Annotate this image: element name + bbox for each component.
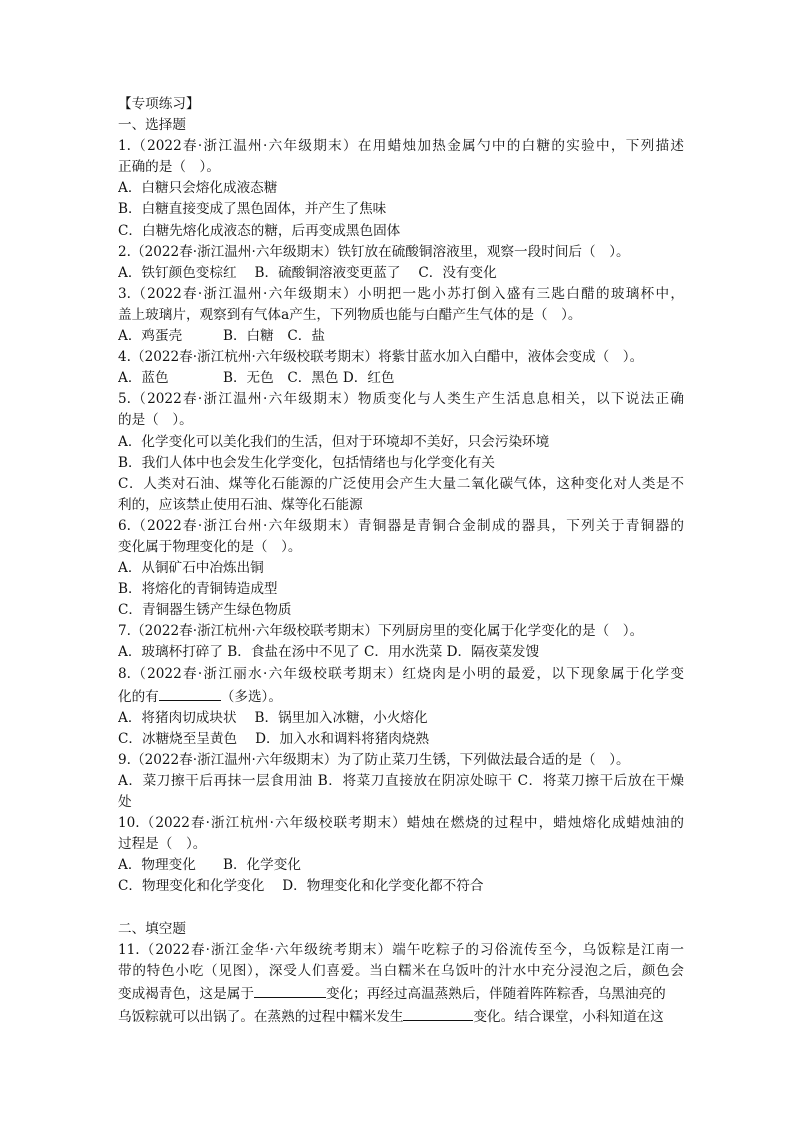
question-8-options-cd: C．冰糖烧至呈黄色 D．加入水和调料将猪肉烧熟: [118, 730, 430, 747]
question-3-options: A．鸡蛋壳 B．白糖 C．盐: [118, 328, 325, 345]
question-8-stem-cont: [118, 685, 684, 708]
question-11-text: 变化。结合课堂，小科知道在这: [473, 1008, 664, 1025]
question-6-option-a: A．从铜矿石中冶炼出铜: [118, 560, 264, 577]
question-5-stem-cont: 的是（ ）。: [118, 412, 193, 429]
question-9-options: A．菜刀擦干后再抹一层食用油 B．将菜刀直接放在阴凉处晾干 C．将菜刀擦干后放在干燥: [118, 773, 684, 789]
question-11-text: 变成褐青色，这是属于: [118, 985, 254, 1002]
question-5-option-a: A．化学变化可以美化我们的生活，但对于环境却不美好，只会污染环境: [118, 433, 550, 450]
question-8-stem-text: 化的有: [118, 688, 159, 705]
question-3-stem-cont: 盖上玻璃片，观察到有气体a产生，下列物质也能与白醋产生气体的是（ ）。: [118, 306, 582, 323]
question-6-stem-cont: 变化属于物理变化的是（ ）。: [118, 538, 302, 555]
question-9-stem: 9.（2022春·浙江温州·六年级期末）为了防止菜刀生锈，下列做法最合适的是（ ）。: [118, 751, 630, 768]
question-5-stem: 5.（2022春·浙江温州·六年级期末）物质变化与人类生产生活息息相关，以下说法正确: [118, 391, 684, 408]
question-1-stem: 1.（2022春·浙江温州·六年级期末）在用蜡烛加热金属勺中的白糖的实验中，下列描述: [118, 138, 684, 155]
question-2-options: A．铁钉颜色变棕红 B．硫酸铜溶液变更蓝了 C．没有变化: [118, 264, 497, 281]
question-10-stem: 10.（2022春·浙江杭州·六年级校联考期末）蜡烛在燃烧的过程中，蜡烛熔化成蜡烛油的: [118, 815, 684, 832]
question-7-stem: 7.（2022春·浙江杭州·六年级校联考期末）下列厨房里的变化属于化学变化的是（ ）。: [118, 623, 644, 640]
section-spacer: [118, 898, 684, 919]
question-10-stem-cont: 过程是（ ）。: [118, 836, 207, 853]
question-7-options: A．玻璃杯打碎了 B．食盐在汤中不见了 C．用水洗菜 D．隔夜菜发馊: [118, 644, 540, 661]
question-1-option-c: C．白糖先熔化成液态的糖，后再变成黑色固体: [118, 222, 401, 239]
question-9-options-cont: 处: [118, 794, 132, 811]
question-1-option-a: A．白糖只会熔化成液态糖: [118, 180, 278, 197]
question-3-stem: 3.（2022春·浙江温州·六年级期末）小明把一匙小苏打倒入盛有三匙白醋的玻璃杯中，: [118, 285, 684, 302]
question-8-options-ab: A．将猪肉切成块状 B．锅里加入冰糖，小火熔化: [118, 709, 428, 726]
question-6-option-b: B．将熔化的青铜铸造成型: [118, 581, 278, 598]
answer-blank[interactable]: [254, 982, 326, 998]
question-10-options-ab: A．物理变化 B．化学变化: [118, 857, 301, 874]
question-11-text: 变化；再经过高温蒸熟后，伴随着阵阵粽香，乌黑油亮的: [325, 985, 666, 1002]
section-heading-fill-in: 二、填空题: [118, 920, 186, 937]
answer-blank[interactable]: [403, 1005, 473, 1021]
section-heading-practice: 【专项练习】: [118, 96, 200, 112]
question-11-line-1: 11.（2022春·浙江金华·六年级统考期末）端午吃粽子的习俗流传至今，乌饭粽是江南一: [118, 941, 684, 958]
question-6-stem: 6.（2022春·浙江台州·六年级期末）青铜器是青铜合金制成的器具，下列关于青铜器的: [118, 517, 684, 534]
question-1-option-b: B．白糖直接变成了黑色固体，并产生了焦味: [118, 201, 387, 218]
question-4-options: A．蓝色 B．无色 C．黑色 D．红色: [118, 370, 395, 387]
question-11-line-2: 带的特色小吃（见图），深受人们喜爱。当白糯米在乌饭叶的汁水中充分浸泡之后，颜色会: [118, 962, 684, 979]
question-4-stem: 4.（2022春·浙江杭州·六年级校联考期末）将紫甘蓝水加入白醋中，液体会变成（ ）。: [118, 349, 644, 366]
question-5-option-b: B．我们人体中也会发生化学变化，包括情绪也与化学变化有关: [118, 454, 496, 471]
section-heading-multiple-choice: 一、选择题: [118, 117, 186, 134]
question-6-option-c: C．青铜器生锈产生绿色物质: [118, 602, 292, 619]
question-11-line-4: [118, 1005, 684, 1028]
question-10-options-cd: C．物理变化和化学变化 D．物理变化和化学变化都不符合: [118, 878, 484, 895]
question-8-stem: 8.（2022春·浙江丽水·六年级校联考期末）红烧肉是小明的最爱，以下现象属于化学变: [118, 665, 684, 682]
question-11-text: 乌饭粽就可以出锅了。在蒸熟的过程中糯米发生: [118, 1008, 404, 1025]
question-11-line-3: [118, 982, 684, 1005]
question-8-stem-suffix: （多选）。: [220, 688, 282, 705]
exercise-content: [118, 94, 684, 1028]
question-2-stem: 2.（2022春·浙江温州·六年级期末）铁钉放在硫酸铜溶液里，观察一段时间后（ ）。: [118, 243, 630, 260]
question-5-option-c: C．人类对石油、煤等化石能源的广泛使用会产生大量二氧化碳气体，这种变化对人类是不: [118, 475, 684, 492]
answer-blank[interactable]: [159, 685, 221, 701]
question-1-stem-cont: 正确的是（ ）。: [118, 159, 220, 176]
question-5-option-c-cont: 利的，应该禁止使用石油、煤等化石能源: [118, 496, 363, 513]
